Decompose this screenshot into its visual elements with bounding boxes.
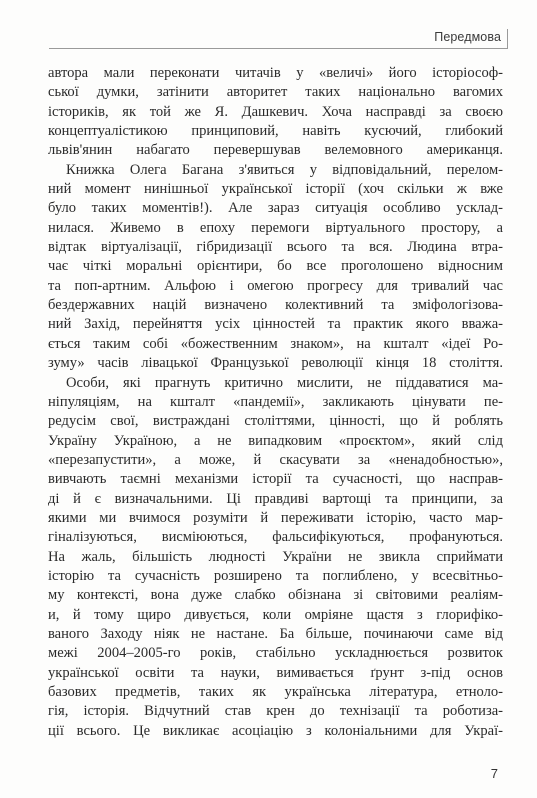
text-line: ніпуляціям, на кшталт «пандемії», закликають цінувати пе- <box>48 393 503 410</box>
text-line: автора мали переконати читачів у «величі» його історіософ- <box>48 65 503 81</box>
text-line: чає чіткі моральні орієнтири, бо все проголошено відносним <box>48 258 503 275</box>
text-line: ний момент нинішньої української історії (хоч скільки ж вже <box>48 181 503 198</box>
text-line: якими ми вчимося розуміти й переживати історію, часто мар- <box>48 509 503 526</box>
text-line: концептуалістикою принциповий, навіть кусючий, глибокий <box>48 123 503 140</box>
text-line: и, й тому щиро дивується, коли омріяне щастя з глорифіко- <box>48 606 503 623</box>
text-line: української освіти та науки, вимивається ґрунт з-під основ <box>48 664 503 681</box>
text-line: ється таким собі «божественним знаком», на кшталт «ідеї Ро- <box>48 335 503 352</box>
text-line: «перезапустити», а може, й скасувати за «ненадобностью», <box>48 451 503 468</box>
text-line: історію та сучасність розширено та поглиблено, у всесвітньо- <box>48 567 503 584</box>
text-line: му контексті, вона дуже слабко обізнана зі світовими реаліям- <box>48 587 503 604</box>
text-line: вивчають таємні механізми історії та сучасності, що насправ- <box>48 471 503 488</box>
text-line: редусім свої, вистраждані століттями, цінності, що й роблять <box>48 413 503 430</box>
text-line: ської думки, затінити авторитет таких національно вагомих <box>48 84 503 101</box>
running-head: Передмова <box>434 30 501 44</box>
text-line: відтак віртуалізації, гібридизації всього та вся. Людина втра- <box>48 239 503 256</box>
text-line: львів'янин набагато перевершував велемовного американця. <box>48 142 503 159</box>
text-line: зуму» часів лівацької Французької революції кінця 18 століття. <box>48 355 503 372</box>
text-line: було таких моментів!). Але зараз ситуація особливо усклад- <box>48 200 503 217</box>
text-line: гія, історія. Відчутний став крен до технізації та роботиза- <box>48 703 503 720</box>
page-number: 7 <box>490 766 498 781</box>
text-line: На жаль, більшість людності України не звикла сприймати <box>48 548 503 565</box>
text-line: ний Захід, перейняття усіх цінностей та практик якого вважа- <box>48 316 503 333</box>
text-line: Книжка Олега Багана з'явиться у відповідальний, перелом- <box>66 161 503 178</box>
text-line: ваного Заходу ніяк не настане. Ба більше, починаючи саме від <box>48 625 503 642</box>
body-text <box>48 64 503 741</box>
header-rule <box>49 48 445 49</box>
text-line: бездержавних націй визначено колективний та зміфологізова- <box>48 297 503 314</box>
text-line: ді й є визначальними. Ці правдиві вартощі та принципи, за <box>48 490 503 507</box>
text-line: та поп-артним. Альфою і омегою прогресу для тривалий час <box>48 277 503 294</box>
text-line: гіналізуються, висміюються, фальсифікуються, профануються. <box>48 529 503 546</box>
text-line: нилася. Живемо в епоху перемоги віртуального простору, а <box>48 219 503 236</box>
text-line: базових предметів, таких як українська література, етноло- <box>48 684 503 700</box>
text-line: Україну Україною, а не випадковим «проєктом», який слід <box>48 432 503 449</box>
text-line: істориків, як той же Я. Дашкевич. Хоча насправді за своєю <box>48 103 503 120</box>
text-line: ції всього. Це викликає асоціацію з колоніальними для Украї- <box>48 722 503 739</box>
text-line: межі 2004–2005-го років, стабільно ускладнюється розвиток <box>48 645 503 662</box>
text-line: Особи, які прагнуть критично мислити, не піддаватися ма- <box>66 374 503 391</box>
